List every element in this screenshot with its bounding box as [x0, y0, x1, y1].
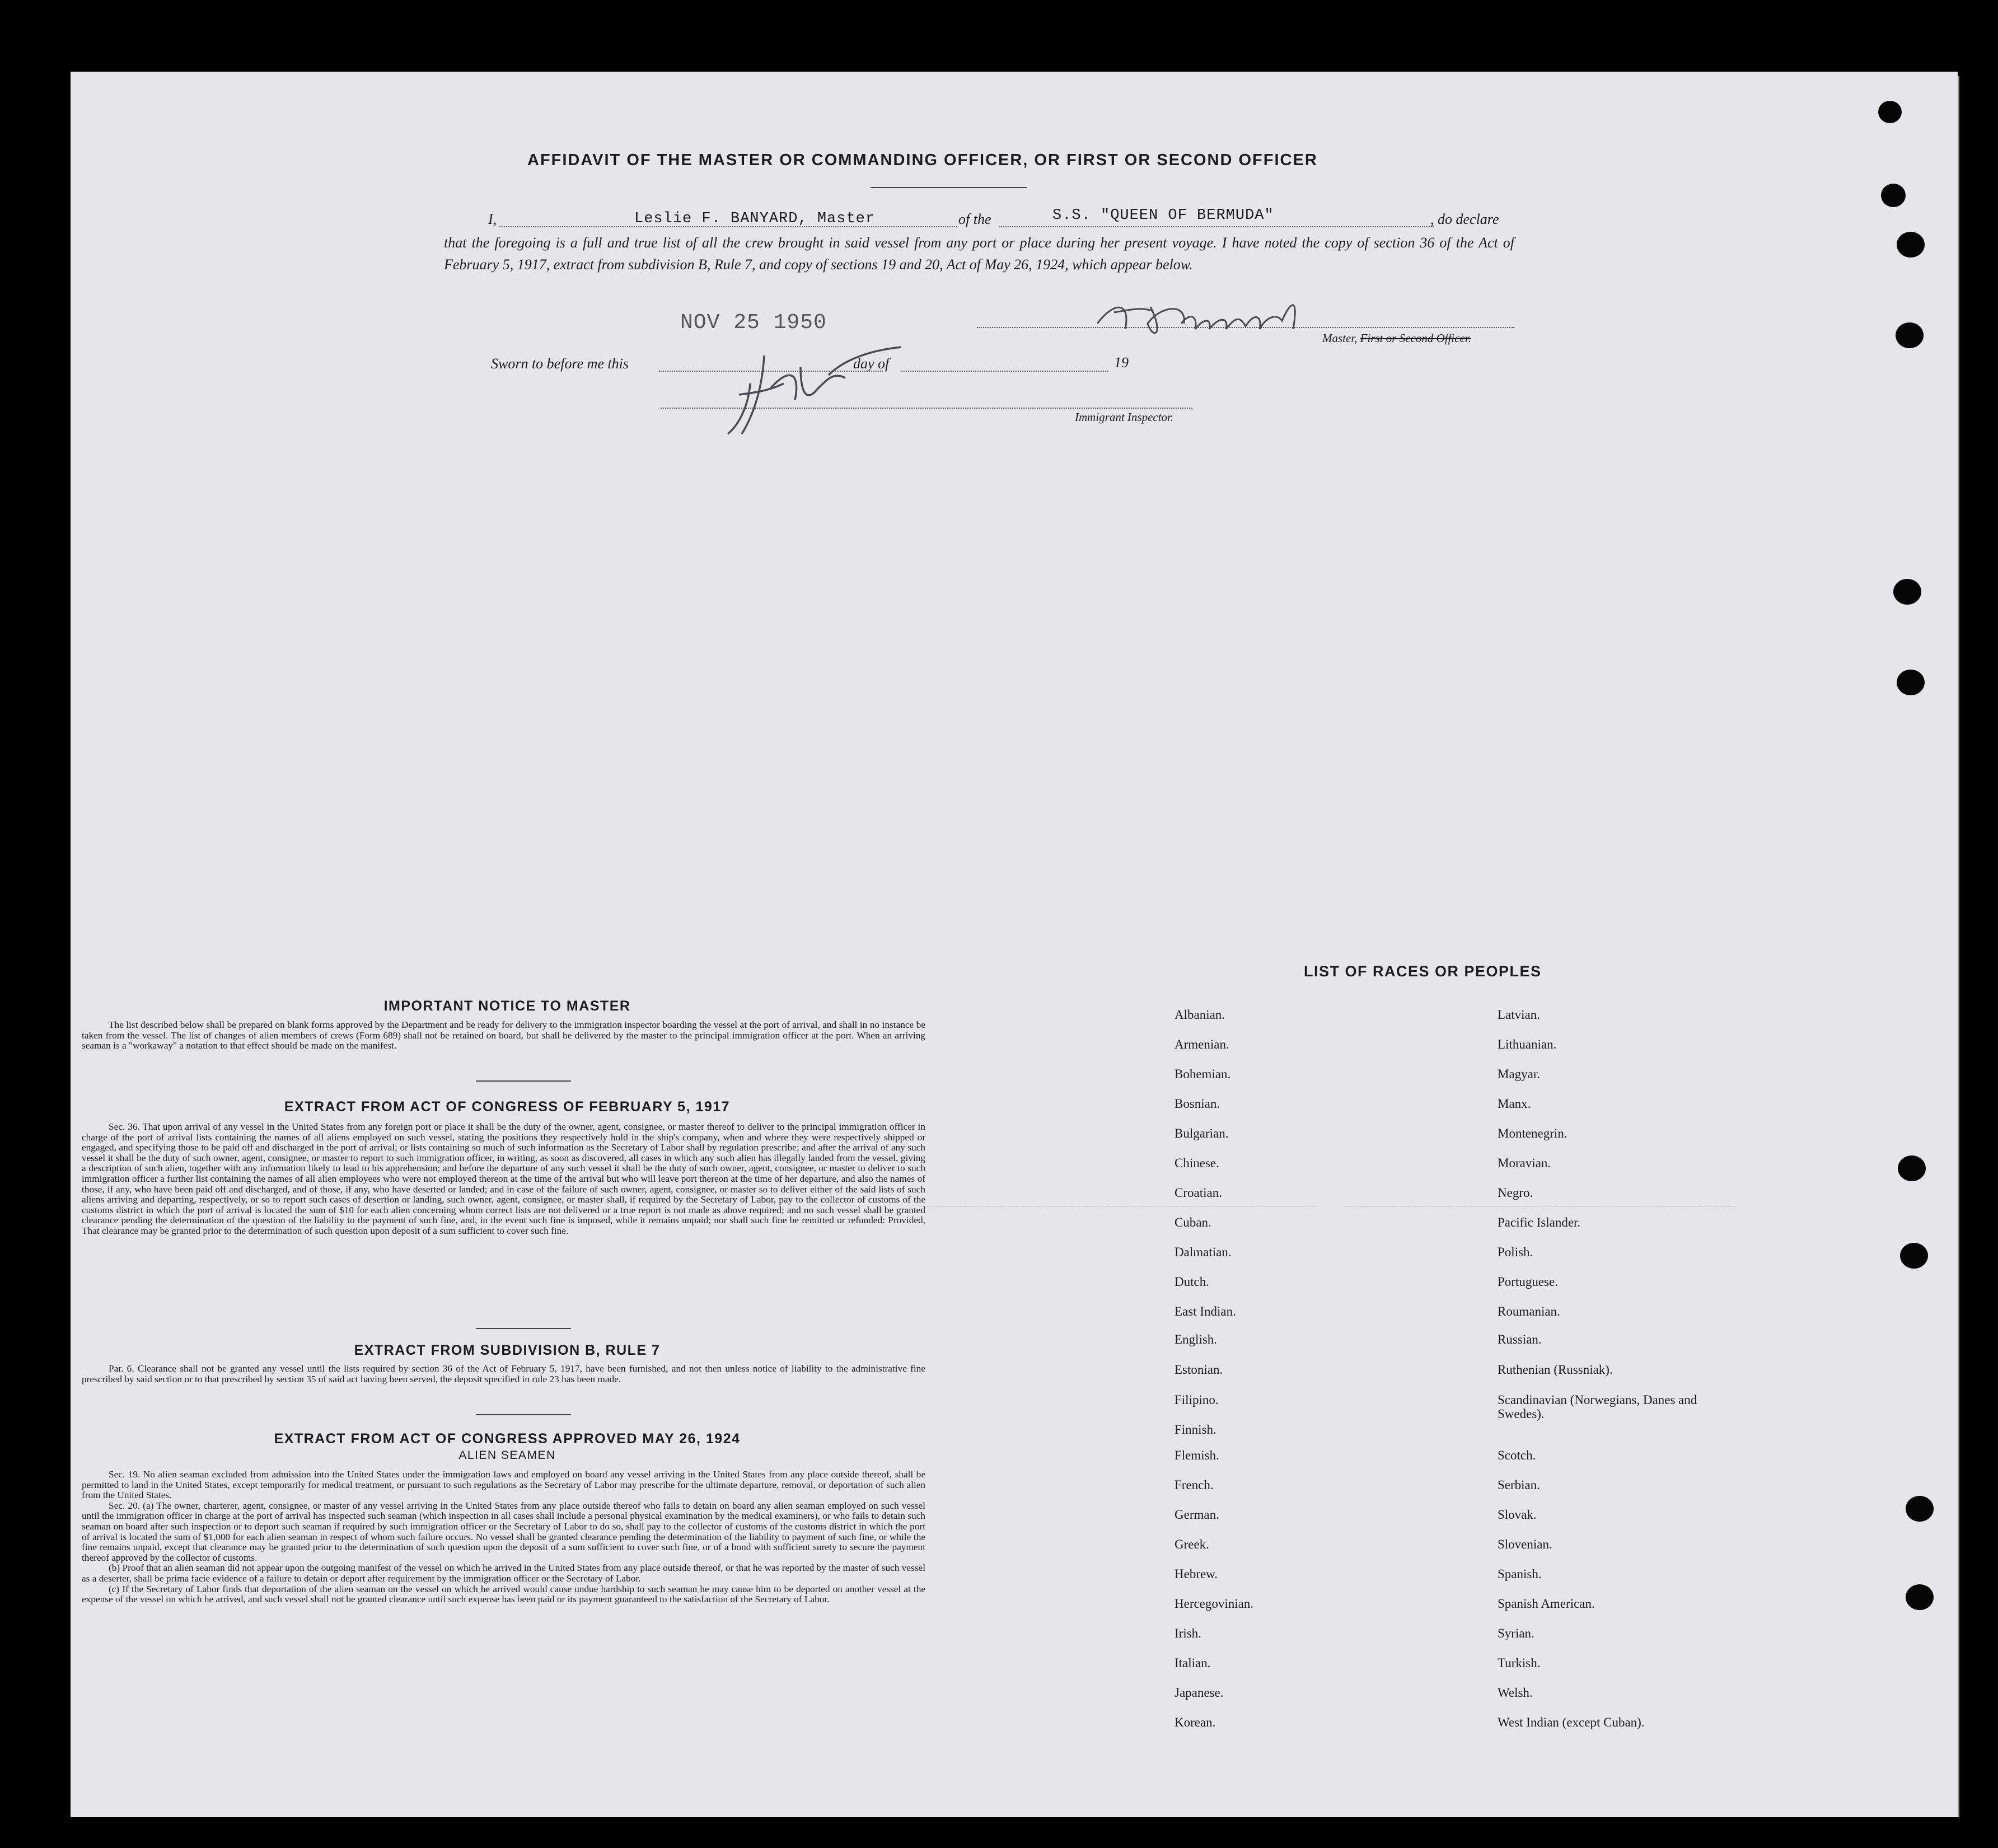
- binder-hole: [1881, 184, 1906, 207]
- race-item: Filipino.: [1175, 1393, 1219, 1407]
- race-item: Chinese.: [1175, 1156, 1219, 1170]
- binder-hole: [1900, 1243, 1928, 1269]
- race-item: Hebrew.: [1175, 1567, 1218, 1581]
- race-item: Ruthenian (Russniak).: [1498, 1363, 1613, 1377]
- race-item: Dutch.: [1175, 1275, 1209, 1289]
- race-item: Croatian.: [1175, 1186, 1222, 1200]
- rule7-text: [82, 1364, 925, 1384]
- binder-hole: [1878, 101, 1902, 123]
- race-item: Pacific Islander.: [1498, 1215, 1581, 1229]
- vessel-line: [999, 226, 1434, 227]
- declaration-text: that the foregoing is a full and true list of all the crew brought in said vessel from any port or place during her present voyage. I have noted the copy of section 36 of the Act of February 5, 1917, extract from subdivision B, Rule 7, and copy of sections 19 and 20, Act of May 26, 1924, which appear below.: [444, 235, 1514, 273]
- race-item: Polish.: [1498, 1245, 1533, 1259]
- race-item: German.: [1175, 1508, 1219, 1522]
- race-item: Greek.: [1175, 1537, 1209, 1551]
- rule7-heading: EXTRACT FROM SUBDIVISION B, RULE 7: [354, 1342, 661, 1358]
- extract-1924-text: [82, 1470, 925, 1605]
- master-caption-prefix: Master,: [1322, 331, 1358, 345]
- race-item: Negro.: [1498, 1186, 1533, 1200]
- race-item: Italian.: [1175, 1656, 1211, 1670]
- section-19-paragraph: Sec. 19. No alien seaman excluded from admission into the United States under the immigration laws and employed on board any vessel arriving in the United States from any place outside thereof, shall be permitted to land in the United States, except temporarily for medical treatment, or pursuant to such regulations as the Secretary of Labor may prescribe for the ultimate departure, removal, or deportation of such alien from the United States.: [82, 1469, 925, 1501]
- race-item: Slovenian.: [1498, 1537, 1552, 1551]
- race-item: Turkish.: [1498, 1656, 1541, 1670]
- master-caption-struck: First or Second Officer.: [1360, 331, 1471, 345]
- race-item: Armenian.: [1175, 1037, 1229, 1051]
- date-stamp: NOV 25 1950: [680, 311, 827, 335]
- sworn-label: Sworn to before me this: [491, 355, 629, 372]
- race-item: Bohemian.: [1175, 1067, 1231, 1081]
- race-item: Slovak.: [1498, 1508, 1537, 1522]
- race-item: French.: [1175, 1478, 1214, 1492]
- binder-hole: [1898, 1155, 1926, 1181]
- race-item: Roumanian.: [1498, 1304, 1560, 1318]
- race-item: Scandinavian (Norwegians, Danes and Swedes).: [1498, 1393, 1697, 1421]
- divider: [871, 187, 1027, 188]
- race-item: Montenegrin.: [1498, 1126, 1567, 1140]
- of-the-label: of the: [958, 211, 991, 227]
- race-item: Lithuanian.: [1498, 1037, 1557, 1051]
- race-item: Dalmatian.: [1175, 1245, 1232, 1259]
- race-item: English.: [1175, 1332, 1218, 1346]
- race-item: Russian.: [1498, 1332, 1542, 1346]
- race-item: Latvian.: [1498, 1008, 1540, 1022]
- affidavit-title: AFFIDAVIT OF THE MASTER OR COMMANDING OFFICER, OR FIRST OR SECOND OFFICER: [527, 151, 1318, 169]
- section-20a-paragraph: Sec. 20. (a) The owner, charterer, agent, consignee, or master of any vessel arriving in the United States from any place outside thereof who fails to detain on board any alien seaman employed on such vessel until the immigration officer in charge at the port of arrival has inspected such seaman (which inspection in all cases shall include a personal physical examination by the medical examiners), or who fails to detain such seaman on board after such inspection or to deport such seaman if required by such immigration officer or the Secretary of Labor to do so, shall pay to the collector of customs of the customs district in which the port of arrival is located the sum of $1,000 for each alien seaman in respect of whom such failure occurs. No vessel shall be granted clearance pending the determination of the liability to payment of such fine, or while the fine remains unpaid, except that clearance may be granted prior to the determination of such question upon the deposit of a sum sufficient to cover such fine, or of a bond with sufficient surety to secure the payment thereof approved by the collector of customs.: [82, 1500, 925, 1563]
- master-name-field: Leslie F. BANYARD, Master: [634, 210, 876, 227]
- year-prefix: 19: [1114, 354, 1129, 371]
- race-item: Bosnian.: [1175, 1097, 1220, 1111]
- race-item: Finnish.: [1175, 1423, 1216, 1437]
- section-36-paragraph: Sec. 36. That upon arrival of any vessel in the United States from any foreign port or place it shall be the duty of the owner, agent, consignee, or master thereof to deliver to the principal immigration officer in charge of the port of arrival lists containing the names of all aliens employed on such vessel, stating the positions they respectively hold in the ship's company, when and where they were respectively shipped or engaged, and specifying those to be paid off and discharged in the port of arrival; or lists containing so much of such information as the Secretary of Labor shall by regulation prescribe; and after the arrival of any such vessel it shall be the duty of such owner, agent, consignee, or master to report to such immigration officer, in writing, as soon as discovered, all cases in which any such alien has illegally landed from the vessel, giving a description of such alien, together with any information likely to lead to his apprehension; and before the departure of any such vessel it shall be the duty of such owner, agent, consignee, or master to deliver to such immigration officer a further list containing the names of all alien employees who were not employed thereon at the time of the arrival but who will leave port thereon at the time of her departure, and also the names of those, if any, who have been paid off and discharged, and of those, if any, who have deserted or landed; and in case of the failure of such owner, agent, consignee, or master so to deliver either of the said lists of such aliens arriving and departing, respectively, or so to report such cases of desertion or landing, such owner, agent, consignee, or master shall, if required by the Secretary of Labor, pay to the collector of customs of the customs district in which the port of arrival is located the sum of $10 for each alien concerning whom correct lists are not delivered or a true report is not made as above required; and no such vessel shall be granted clearance pending the determination of the question of the liability to the payment of such fine, and, in the event such fine is imposed, while it remains unpaid; nor shall such fine be remitted or refunded: Provided, That clearance may be granted prior to the determination of such question upon deposit of a sum sufficient to cover such fine.: [82, 1121, 925, 1236]
- vessel-name-field: S.S. "QUEEN OF BERMUDA": [1052, 207, 1274, 224]
- race-item: East Indian.: [1175, 1304, 1236, 1318]
- notice-paragraph: The list described below shall be prepared on blank forms approved by the Department and be ready for delivery to the immigration inspector boarding the vessel at the port of arrival, and shall in no instance be taken from the vessel. The list of changes of alien members of crews (Form 689) shall not be retained on board, but shall be delivered by the master to the principal immigration officer at the port. When an arriving seaman is a "workaway" a notation to that effect should be made on the manifest.: [82, 1019, 925, 1051]
- binder-hole: [1897, 670, 1925, 695]
- race-item: Albanian.: [1175, 1008, 1225, 1022]
- race-item: Estonian.: [1175, 1363, 1223, 1377]
- race-item: Spanish.: [1498, 1567, 1542, 1581]
- race-item: Portuguese.: [1498, 1275, 1558, 1289]
- master-caption: [1322, 331, 1471, 345]
- race-item: Cuban.: [1175, 1215, 1211, 1229]
- race-item: West Indian (except Cuban).: [1498, 1715, 1645, 1729]
- race-item: Syrian.: [1498, 1626, 1534, 1640]
- inspector-signature: [717, 339, 918, 442]
- extract-1924-heading: EXTRACT FROM ACT OF CONGRESS APPROVED MAY 26, 1924: [274, 1431, 741, 1447]
- binder-hole: [1896, 322, 1924, 348]
- race-item: Hercegovinian.: [1175, 1597, 1254, 1611]
- binder-hole: [1897, 232, 1925, 258]
- master-signature: [1092, 290, 1344, 352]
- race-item: Serbian.: [1498, 1478, 1541, 1492]
- paragraph-6: Par. 6. Clearance shall not be granted any vessel until the lists required by section 36 of the Act of February 5, 1917, have been furnished, and not then unless notice of liability to the administrative fine prescribed by said section or to that prescribed by section 35 of said act having been served, the deposit specified in rule 23 has been made.: [82, 1363, 925, 1384]
- section-20b-paragraph: (b) Proof that an alien seaman did not appear upon the outgoing manifest of the vessel on which he arrived in the United States from any place outside thereof, or that he was reported by the master of such vessel as a deserter, shall be prima facie evidence of a failure to detain or deport after requirement by the immigration officer or the Secretary of Labor.: [82, 1562, 925, 1584]
- inspector-caption: Immigrant Inspector.: [1075, 410, 1174, 424]
- day-of-label: day of: [853, 355, 890, 372]
- race-item: Welsh.: [1498, 1686, 1533, 1700]
- race-item: Manx.: [1498, 1097, 1531, 1111]
- sheet-edge: [1958, 76, 1959, 1817]
- do-declare-label: , do declare: [1430, 211, 1499, 227]
- binder-hole: [1906, 1584, 1934, 1610]
- race-item: Magyar.: [1498, 1067, 1541, 1081]
- alien-seamen-subheading: ALIEN SEAMEN: [458, 1449, 556, 1462]
- divider: [476, 1414, 571, 1415]
- sworn-month-line: [901, 371, 1108, 372]
- race-item: Scotch.: [1498, 1448, 1536, 1462]
- race-item: Spanish American.: [1498, 1597, 1595, 1611]
- binder-hole: [1906, 1496, 1934, 1522]
- race-item: Moravian.: [1498, 1156, 1551, 1170]
- race-item: Flemish.: [1175, 1448, 1219, 1462]
- extract-1917-heading: EXTRACT FROM ACT OF CONGRESS OF FEBRUARY 5, 1917: [284, 1099, 731, 1115]
- race-item: Bulgarian.: [1175, 1126, 1229, 1140]
- race-item: Irish.: [1175, 1626, 1201, 1640]
- section-20c-paragraph: (c) If the Secretary of Labor finds that deportation of the alien seaman on the vessel on which he arrived would cause undue hardship to such seaman he may cause him to be deported on another vessel at the expense of the vessel on which he arrived, and such vessel shall not be granted clearance until such expense has been paid or its payment guaranteed to the satisfaction of the Secretary of Labor.: [82, 1583, 925, 1605]
- extract-1917-text: [82, 1122, 925, 1237]
- race-item: Japanese.: [1175, 1686, 1224, 1700]
- divider: [476, 1328, 571, 1329]
- i-label: I,: [488, 211, 497, 227]
- binder-hole: [1893, 579, 1921, 605]
- notice-heading: IMPORTANT NOTICE TO MASTER: [383, 998, 631, 1014]
- race-item: Korean.: [1175, 1715, 1216, 1729]
- races-title: LIST OF RACES OR PEOPLES: [1304, 963, 1542, 980]
- divider: [476, 1080, 571, 1082]
- notice-text: [82, 1020, 925, 1051]
